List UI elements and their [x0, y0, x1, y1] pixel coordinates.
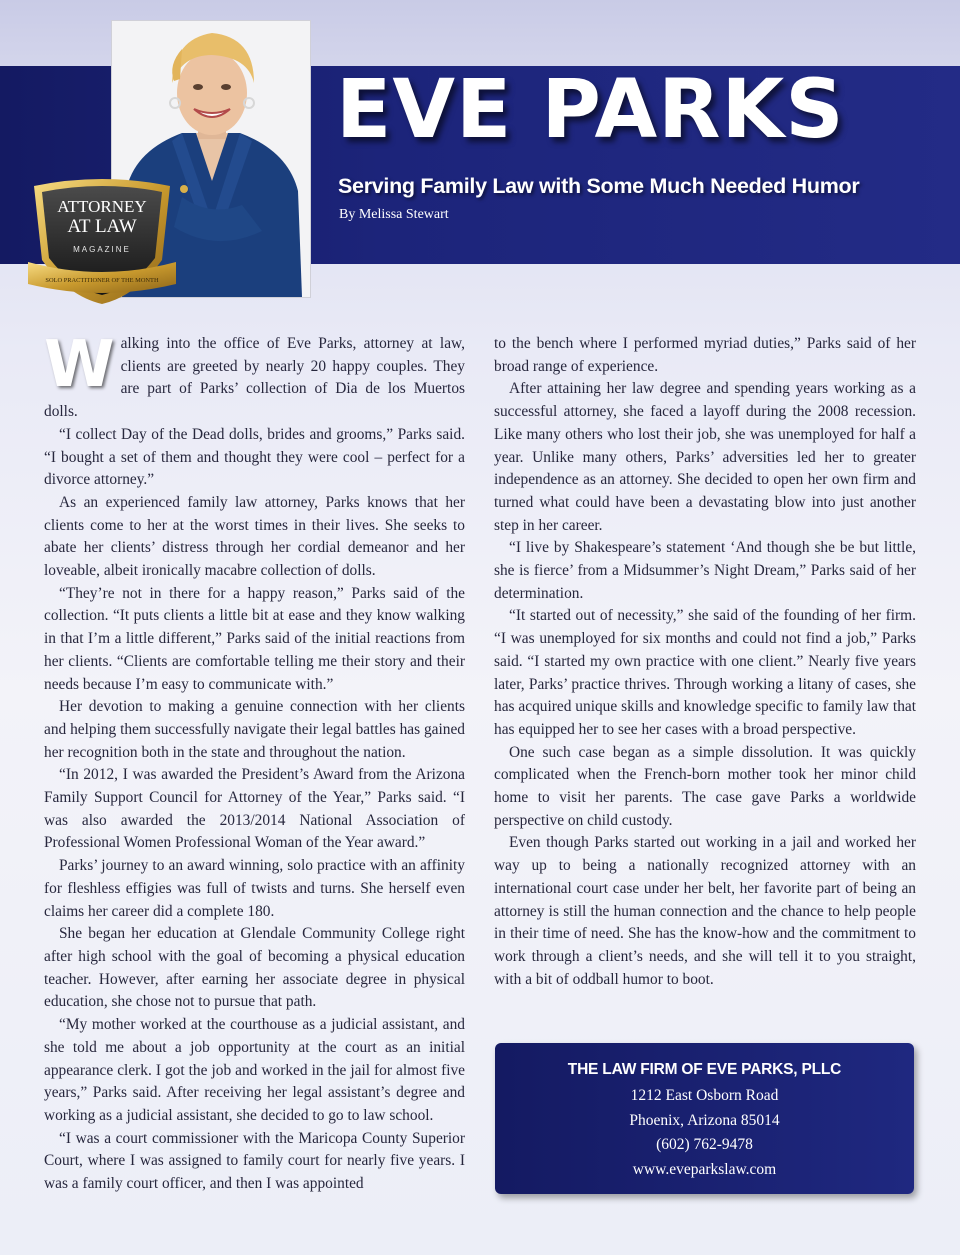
badge-line1: ATTORNEY	[57, 197, 147, 216]
article-paragraph: “In 2012, I was awarded the President’s Award from the Arizona Family Support Council for Attorney of the Year,” Parks said. “I was also awarded the 2013/2014 National Association of Professional Women Professional Woman of the Year award.”	[44, 766, 465, 852]
firm-phone: (602) 762-9478	[656, 1136, 753, 1154]
drop-cap: W	[44, 328, 115, 402]
article-paragraph: “I live by Shakespeare’s statement ‘And though she be but little, she is fierce’ from a Midsummer’s Night Dream,” Parks said of her determination.	[494, 539, 916, 602]
article-paragraph: to the bench where I performed myriad duties,” Parks said of her broad range of experience.	[494, 335, 916, 375]
article-column-right	[494, 333, 916, 991]
article-paragraph: Parks’ journey to an award winning, solo practice with an affinity for fleshless effigies was full of twists and turns. She herself even claims her career did a complete 180.	[44, 857, 465, 920]
byline: By Melissa Stewart	[339, 207, 449, 222]
article-paragraph	[44, 328, 465, 424]
article-paragraph: “I was a court commissioner with the Maricopa County Superior Court, where I was assigned to family court for nearly five years. I was a family court officer, and then I was appointed	[44, 1129, 465, 1193]
page-subtitle: Serving Family Law with Some Much Needed Humor	[338, 174, 860, 198]
firm-name: THE LAW FIRM OF EVE PARKS, PLLC	[567, 1061, 842, 1078]
article-paragraph: As an experienced family law attorney, Parks knows that her clients come to her at the worst times in their lives. She seeks to abate her clients’ distress through her cordial demeanor and her loveable, albeit ironically macabre collection of dolls.	[44, 493, 465, 580]
article-paragraph: “I collect Day of the Dead dolls, brides and grooms,” Parks said. “I bought a set of them and thought they were cool – perfect for a divorce attorney.”	[44, 425, 465, 489]
paragraph-text: alking into the office of Eve Parks, attorney at law, clients are greeted by nearly 20 happy couples. They are part of Parks’ collection of Dia de los Muertos dolls.	[44, 335, 465, 421]
article-paragraph: Even though Parks started out working in a jail and worked her way up to being a nationally recognized attorney with an international court case under her belt, her favorite part of being an attorney is still the human connection and the chance to help people in their time of need. She has the know-how and the commitment to work through a client’s needs, and she will tell it to you straight, with a bit of oddball humor to boot.	[494, 834, 916, 988]
badge-line2: AT LAW	[67, 216, 137, 237]
firm-website: www.eveparkslaw.com	[632, 1160, 777, 1178]
firm-city: Phoenix, Arizona 85014	[629, 1111, 780, 1129]
article-paragraph: “They’re not in there for a happy reason,” Parks said of the collection. “It puts clients a little bit at ease and they know walking in that I’m a little different,” Parks said of the initial reactions from her clients. “Clients are comfortable telling me their story and their needs because I’m easy to communicate with.”	[44, 584, 465, 693]
attorney-at-law-badge	[28, 178, 176, 310]
article-column-left	[44, 328, 465, 1196]
article-paragraph: “My mother worked at the courthouse as a judicial assistant, and she told me about a job opportunity at the court as an initial appearance clerk. I got the job and worked in the jail for almost five years,” Parks said. After receiving her legal assistant’s degree and working as a judicial assistant, she decided to go to law school.	[44, 1016, 465, 1124]
article-paragraph: One such case began as a simple dissolution. It was quickly complicated when the French-born mother took her minor child home to visit her parents. The case gave Parks a worldwide perspective on child custody.	[494, 743, 916, 829]
article-paragraph: She began her education at Glendale Community College right after high school with the goal of becoming a physical education teacher. However, after earning her associate degree in physical education, she chose not to pursue that path.	[44, 925, 465, 1011]
page-title: EVE PARKS	[336, 63, 845, 157]
article-paragraph: Her devotion to making a genuine connection with her clients and helping them successfully navigate their legal battles has gained her recognition both in the state and throughout the nation.	[44, 698, 465, 761]
article-paragraph: “It started out of necessity,” she said of the founding of her firm. “I was unemployed for six months and could not find a job,” Parks said. “I started my own practice with one client.” Nearly five years later, Parks’ practice thrives. Through working a litany of cases, she has acquired unique skills and knowledge specific to family law that has equipped her to see her cases with a broad perspective.	[494, 607, 916, 738]
article-paragraph: After attaining her law degree and spending years working as a successful attorney, she faced a layoff during the 2008 recession. Like many others who lost their job, she was unemployed for half a year. Unlike many others, Parks’ adversities led her to greater independence as an attorney. She decided to open her own firm and turned what could have been a devastating blow into just another step in her career.	[494, 380, 916, 534]
badge-line3: MAGAZINE	[73, 245, 131, 254]
contact-box	[495, 1043, 914, 1194]
badge-ribbon: SOLO PRACTITIONER OF THE MONTH	[45, 277, 159, 284]
firm-address: 1212 East Osborn Road	[630, 1087, 779, 1104]
